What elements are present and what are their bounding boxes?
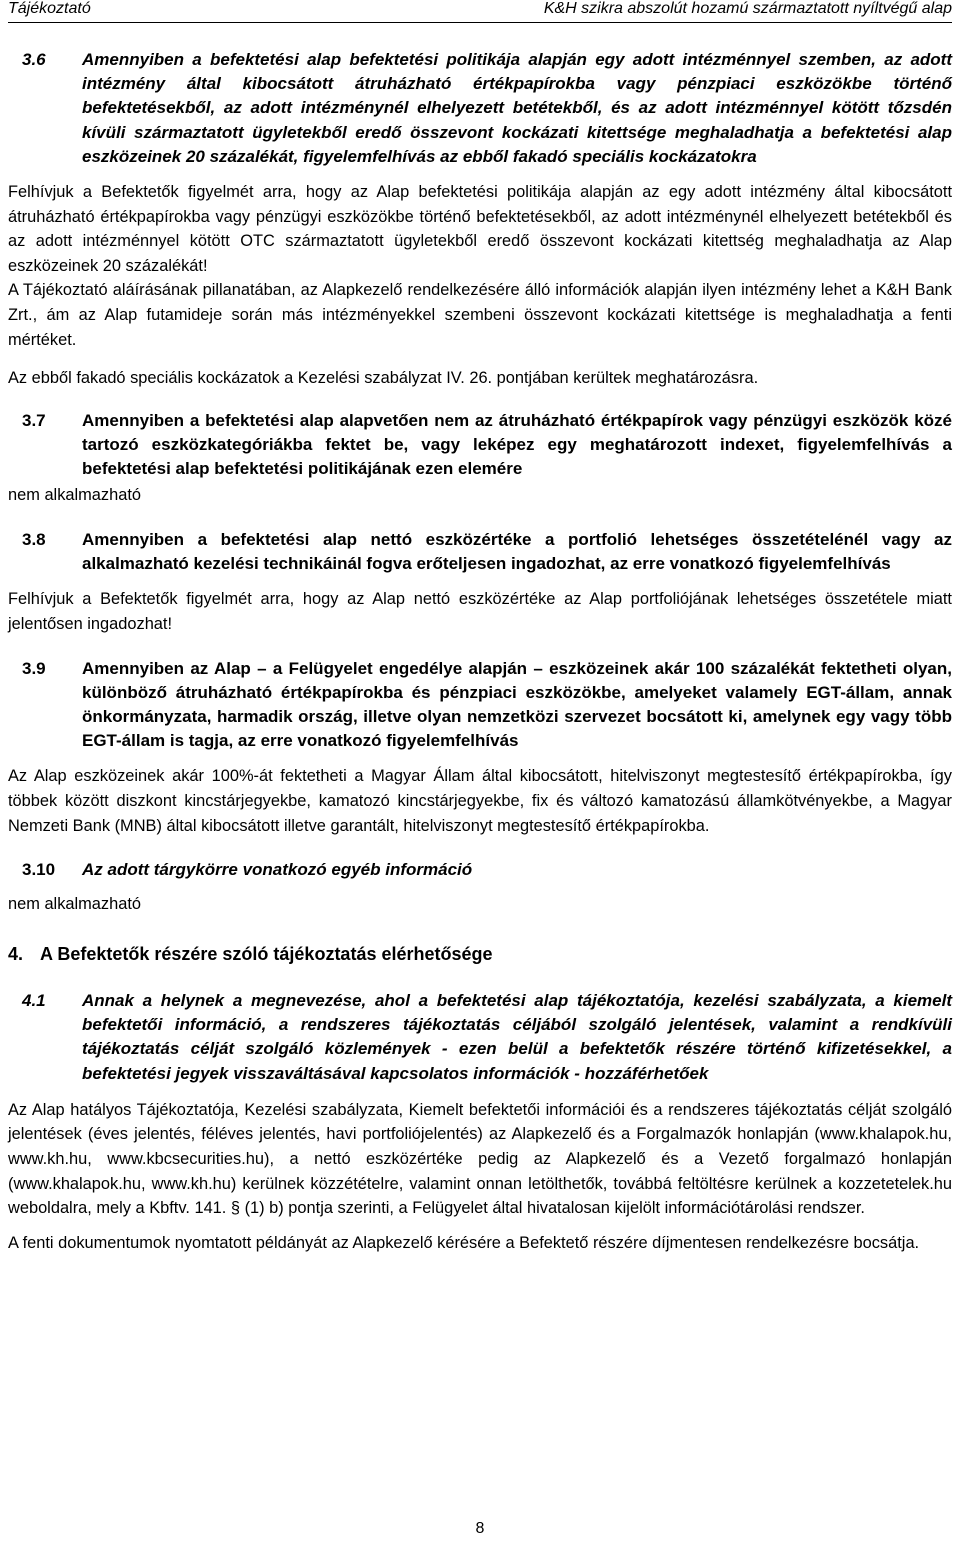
paragraph: nem alkalmazható <box>8 895 142 914</box>
document-body <box>8 48 952 1255</box>
section-3-9-heading <box>8 657 952 754</box>
section-number: 3.6 <box>22 50 46 69</box>
paragraph: Az Alap eszközeinek akár 100%-át fektetheti a Magyar Állam által kibocsátott, hitelviszonyt megtestesítő értékpapírokba, így többek között diszkont kincstárjegyekbe, kamatozó kincstárjegyekbe, fix és változó kamatozású államkötvényekbe, a Magyar Nemzeti Bank (MNB) által kibocsátott illetve garantált, hitelviszonyt megtestesítő értékpapírokba. <box>8 767 952 835</box>
paragraph: nem alkalmazható <box>8 486 142 505</box>
section-title: Amennyiben a befektetési alap befektetési politikája alapján egy adott intézménnyel szemben, az adott intézmény által kibocsátott átruházható értékpapírokba vagy pénzpiaci eszközökbe történő befektetésekből, az adott intézménynél elhelyezett betétekből, és az adott intézménnyel kötött tőzsdén kívüli származtatott ügyletekből eredő összevont kockázati kitettsége meghaladhatja a befektetési alap eszközeinek 20 százalékát, figyelemfelhívás az ebből fakadó speciális kockázatokra <box>82 50 952 166</box>
paragraph: Felhívjuk a Befektetők figyelmét arra, hogy az Alap nettó eszközértéke az Alap portfoliójának lehetséges összetétele miatt jelentősen ingadozhat! <box>8 590 952 633</box>
section-title: Amennyiben a befektetési alap alapvetően nem az átruházható értékpapírok vagy pénzügyi eszközök közé tartozó eszközkategóriákba fektet be, vagy leképez egy meghatározott indexet, figyelemfelhívás a befektetési alap befektetési politikájának ezen elemére <box>82 410 952 479</box>
page-number: 8 <box>475 1520 485 1537</box>
paragraph: A Tájékoztató aláírásának pillanatában, az Alapkezelő rendelkezésére álló információk alapján ilyen intézmény lehet a K&H Bank Zrt., ám az Alap futamideje során más intézményekkel szembeni összevont kockázati kitettsége is meghaladhatja a fenti mértéket. <box>8 281 952 349</box>
section-3-10-heading <box>8 858 952 882</box>
paragraph: Az ebből fakadó speciális kockázatok a Kezelési szabályzat IV. 26. pontjában kerültek meghatározásra. <box>8 369 759 388</box>
section-number: 3.9 <box>22 658 46 678</box>
section-4-1 <box>8 989 952 1255</box>
section-3-7-heading <box>8 409 952 482</box>
section-3-6-heading <box>8 48 952 169</box>
section-4-heading <box>8 941 952 967</box>
header-fund-name: K&H szikra abszolút hozamú származtatott nyíltvégű alap <box>543 0 952 17</box>
section-title: Amennyiben a befektetési alap nettó eszközértéke a portfolió lehetséges összetételénél vagy az alkalmazható kezelési technikáinál fogva erőteljesen ingadozhat, az erre vonatkozó figyelemfelhívás <box>82 529 952 574</box>
section-number: 4.1 <box>22 990 46 1010</box>
section-3-8-heading <box>8 528 952 576</box>
header-doc-title: Tájékoztató <box>8 0 91 17</box>
section-3-8 <box>8 528 952 637</box>
section-number: 3.7 <box>22 410 46 430</box>
section-title: Amennyiben az Alap – a Felügyelet engedélye alapján – eszközeinek akár 100 százalékát fektetheti olyan, különböző átruházható értékpapírokba és pénzpiaci eszközökbe, amelyeket valamely EGT-állam, annak önkormányzata, harmadik ország, illetve olyan nemzetközi szervezet bocsátott ki, amelynek egy vagy több EGT-állam is tagja, az erre vonatkozó figyelemfelhívás <box>82 658 952 751</box>
section-number: 4. <box>8 943 24 964</box>
section-4 <box>8 941 952 967</box>
paragraph: Az Alap hatályos Tájékoztatója, Kezelési szabályzata, Kiemelt befektetői információi és a rendszeres tájékoztatás célját szolgáló jelentések (éves jelentés, féléves jelentés, havi portfoliójelentés) az Alapkezelő és a Forgalmazók honlapján (www.khalapok.hu, www.kh.hu, www.kbcsecurities.hu), a nettó eszközértéke pedig az Alapkezelő és a Vezető forgalmazó honlapján (www.khalapok.hu, www.kh.hu) kerülnek közzétételre, valamint onnan letölthetők, továbbá feltöltésre kerülnek a kozzetetelek.hu weboldalra, mely a Kbftv. 141. § (1) b) pontja szerinti, a Felügyelet által hivatalosan kijelölt információtárolási rendszer. <box>8 1100 952 1218</box>
section-number: 3.8 <box>22 529 46 549</box>
paragraph: Felhívjuk a Befektetők figyelmét arra, hogy az Alap befektetési politikája alapján az egy adott intézmény által kibocsátott átruházható értékpapírokba vagy pénzügyi eszközökbe történő befektetésekből, az adott intézménynél elhelyezett betétekből és az adott intézménnyel kötött OTC származtatott ügyletekből eredő összevont kockázati kitettség meghaladhatja az Alap eszközeinek 20 százalékát! <box>8 183 952 275</box>
section-3-10 <box>8 858 952 917</box>
section-number: 3.10 <box>22 860 56 880</box>
section-3-7 <box>8 409 952 508</box>
section-3-6 <box>8 48 952 391</box>
section-4-1-heading <box>8 989 952 1086</box>
section-title: Annak a helynek a megnevezése, ahol a befektetési alap tájékoztatója, kezelési szabályzata, a kiemelt befektetői információ, a rendszeres tájékoztatás céljából szolgáló jelentések, valamint a rendkívüli tájékoztatás célját szolgáló közlemények - ezen belül a befektetők részére történő kifizetésekkel, a befektetési jegyek visszaváltásával kapcsolatos információk - hozzáférhetőek <box>82 990 952 1083</box>
section-title: A Befektetők részére szóló tájékoztatás elérhetősége <box>40 943 493 964</box>
section-3-9 <box>8 657 952 839</box>
page-header <box>8 0 952 23</box>
paragraph: A fenti dokumentumok nyomtatott példányát az Alapkezelő kérésére a Befektető részére díjmentesen rendelkezésre bocsátja. <box>8 1233 920 1252</box>
section-title: Az adott tárgykörre vonatkozó egyéb információ <box>82 860 473 880</box>
